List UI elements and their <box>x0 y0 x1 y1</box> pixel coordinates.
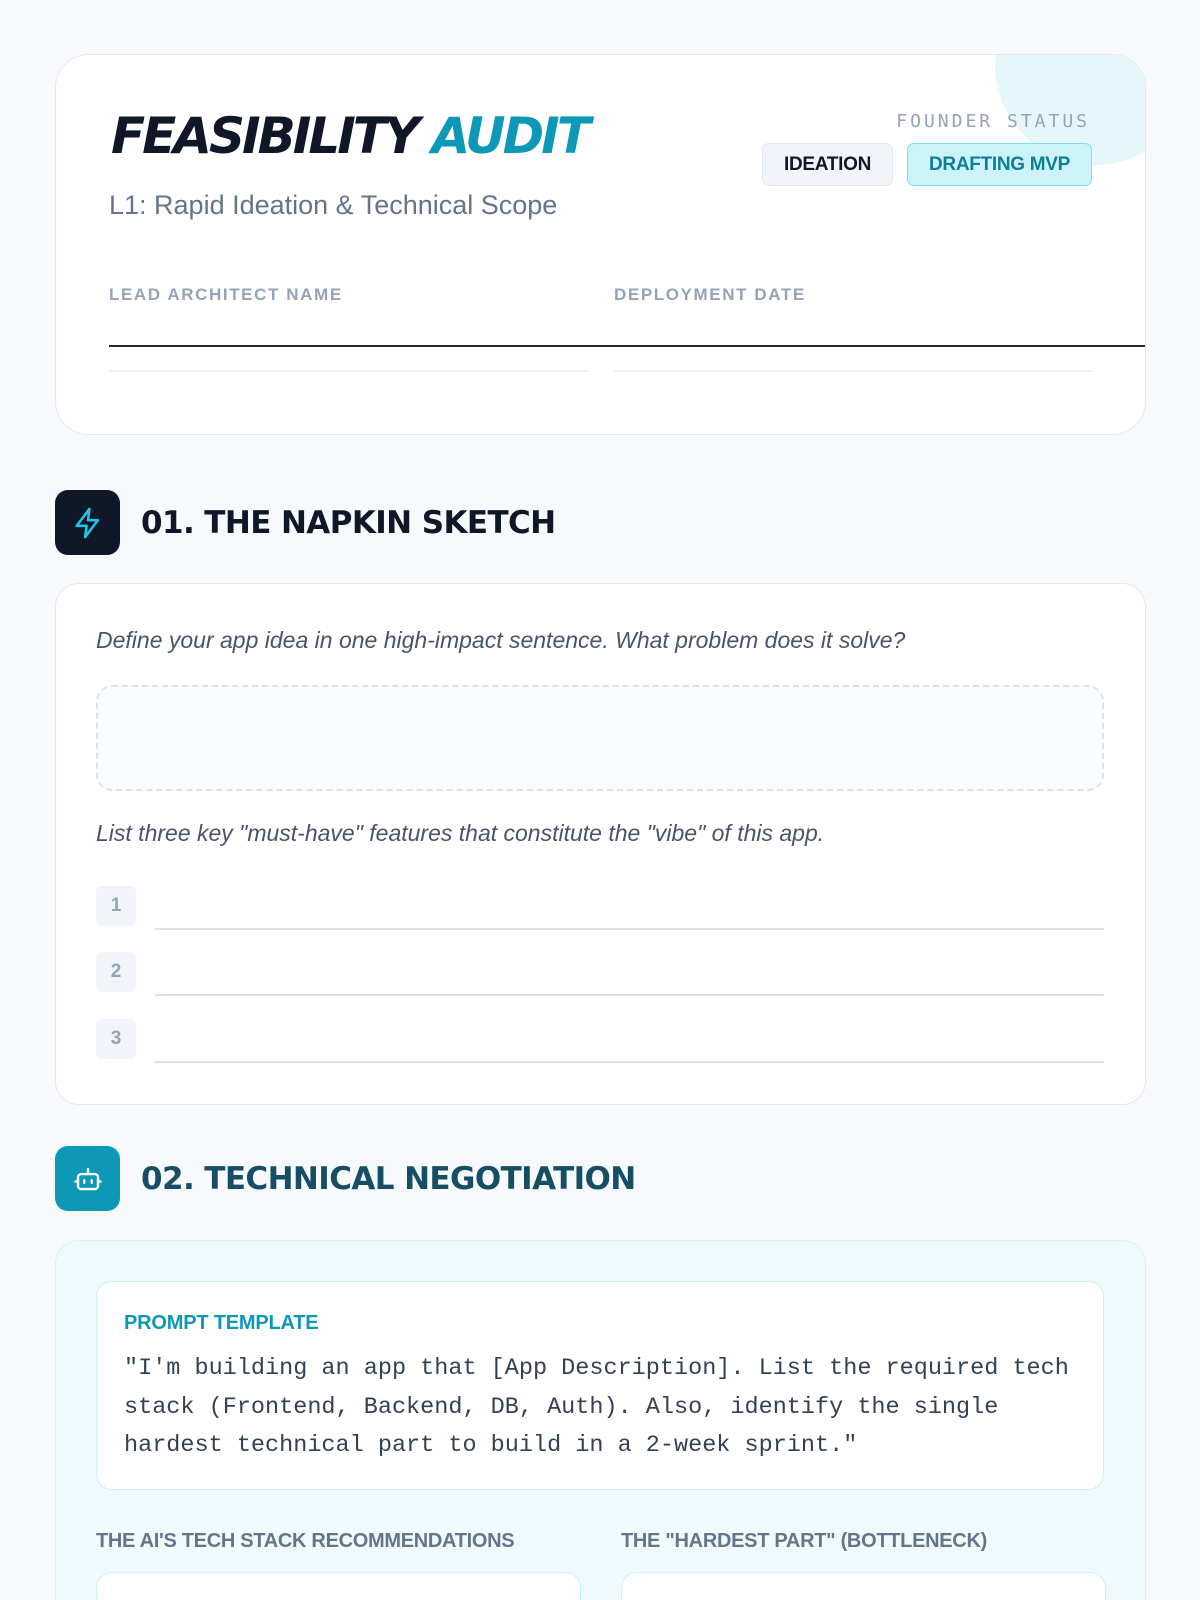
header-card <box>55 54 1146 435</box>
title-part-2: AUDIT <box>431 107 588 165</box>
founder-status-label: FOUNDER STATUS <box>896 111 1090 132</box>
section-1-title: 01. THE NAPKIN SKETCH <box>141 504 556 541</box>
status-ideation-badge[interactable]: IDEATION <box>762 143 893 186</box>
section-1-header <box>55 490 555 555</box>
prompt-template-box <box>96 1281 1104 1490</box>
feature-row <box>96 948 1104 992</box>
hardest-part-label: THE "HARDEST PART" (BOTTLENECK) <box>621 1530 987 1552</box>
features-question: List three key "must-have" features that constitute the "vibe" of this app. <box>96 820 825 846</box>
idea-question: Define your app idea in one high-impact sentence. What problem does it solve? <box>96 627 906 653</box>
technical-negotiation-card <box>55 1240 1146 1600</box>
feature-input[interactable] <box>155 1061 1104 1063</box>
deployment-date-field[interactable] <box>614 370 1094 372</box>
lead-architect-label: LEAD ARCHITECT NAME <box>109 285 343 304</box>
hardest-part-input[interactable] <box>621 1572 1106 1600</box>
deployment-date-label: DEPLOYMENT DATE <box>614 285 806 304</box>
prompt-template-label: PROMPT TEMPLATE <box>124 1312 319 1334</box>
status-badges <box>762 143 1092 186</box>
feature-number: 1 <box>96 886 136 926</box>
section-2-header <box>55 1146 636 1211</box>
tech-stack-label: THE AI'S TECH STACK RECOMMENDATIONS <box>96 1530 515 1552</box>
page-title <box>111 107 588 165</box>
section-2-title: 02. TECHNICAL NEGOTIATION <box>141 1160 636 1197</box>
idea-sentence-input[interactable] <box>96 685 1104 791</box>
feature-row <box>96 1015 1104 1059</box>
page-subtitle: L1: Rapid Ideation & Technical Scope <box>109 190 558 220</box>
title-part-1: FEASIBILITY <box>111 107 418 165</box>
lightning-bolt-icon <box>55 490 120 555</box>
feature-input[interactable] <box>155 994 1104 996</box>
prompt-template-text: "I'm building an app that [App Description]. List the required tech stack (Frontend, Backend, DB, Auth). Also, identify the single hardest technical part to build in a 2-week sprint." <box>124 1355 1069 1459</box>
signature-line <box>109 345 1146 347</box>
status-drafting-mvp-badge[interactable]: DRAFTING MVP <box>907 143 1092 186</box>
napkin-sketch-card <box>55 583 1146 1105</box>
tech-stack-input[interactable] <box>96 1572 581 1600</box>
lead-architect-field[interactable] <box>109 370 589 372</box>
feature-number: 2 <box>96 952 136 992</box>
feature-row <box>96 882 1104 926</box>
feature-input[interactable] <box>155 928 1104 930</box>
robot-icon <box>55 1146 120 1211</box>
feature-number: 3 <box>96 1019 136 1059</box>
